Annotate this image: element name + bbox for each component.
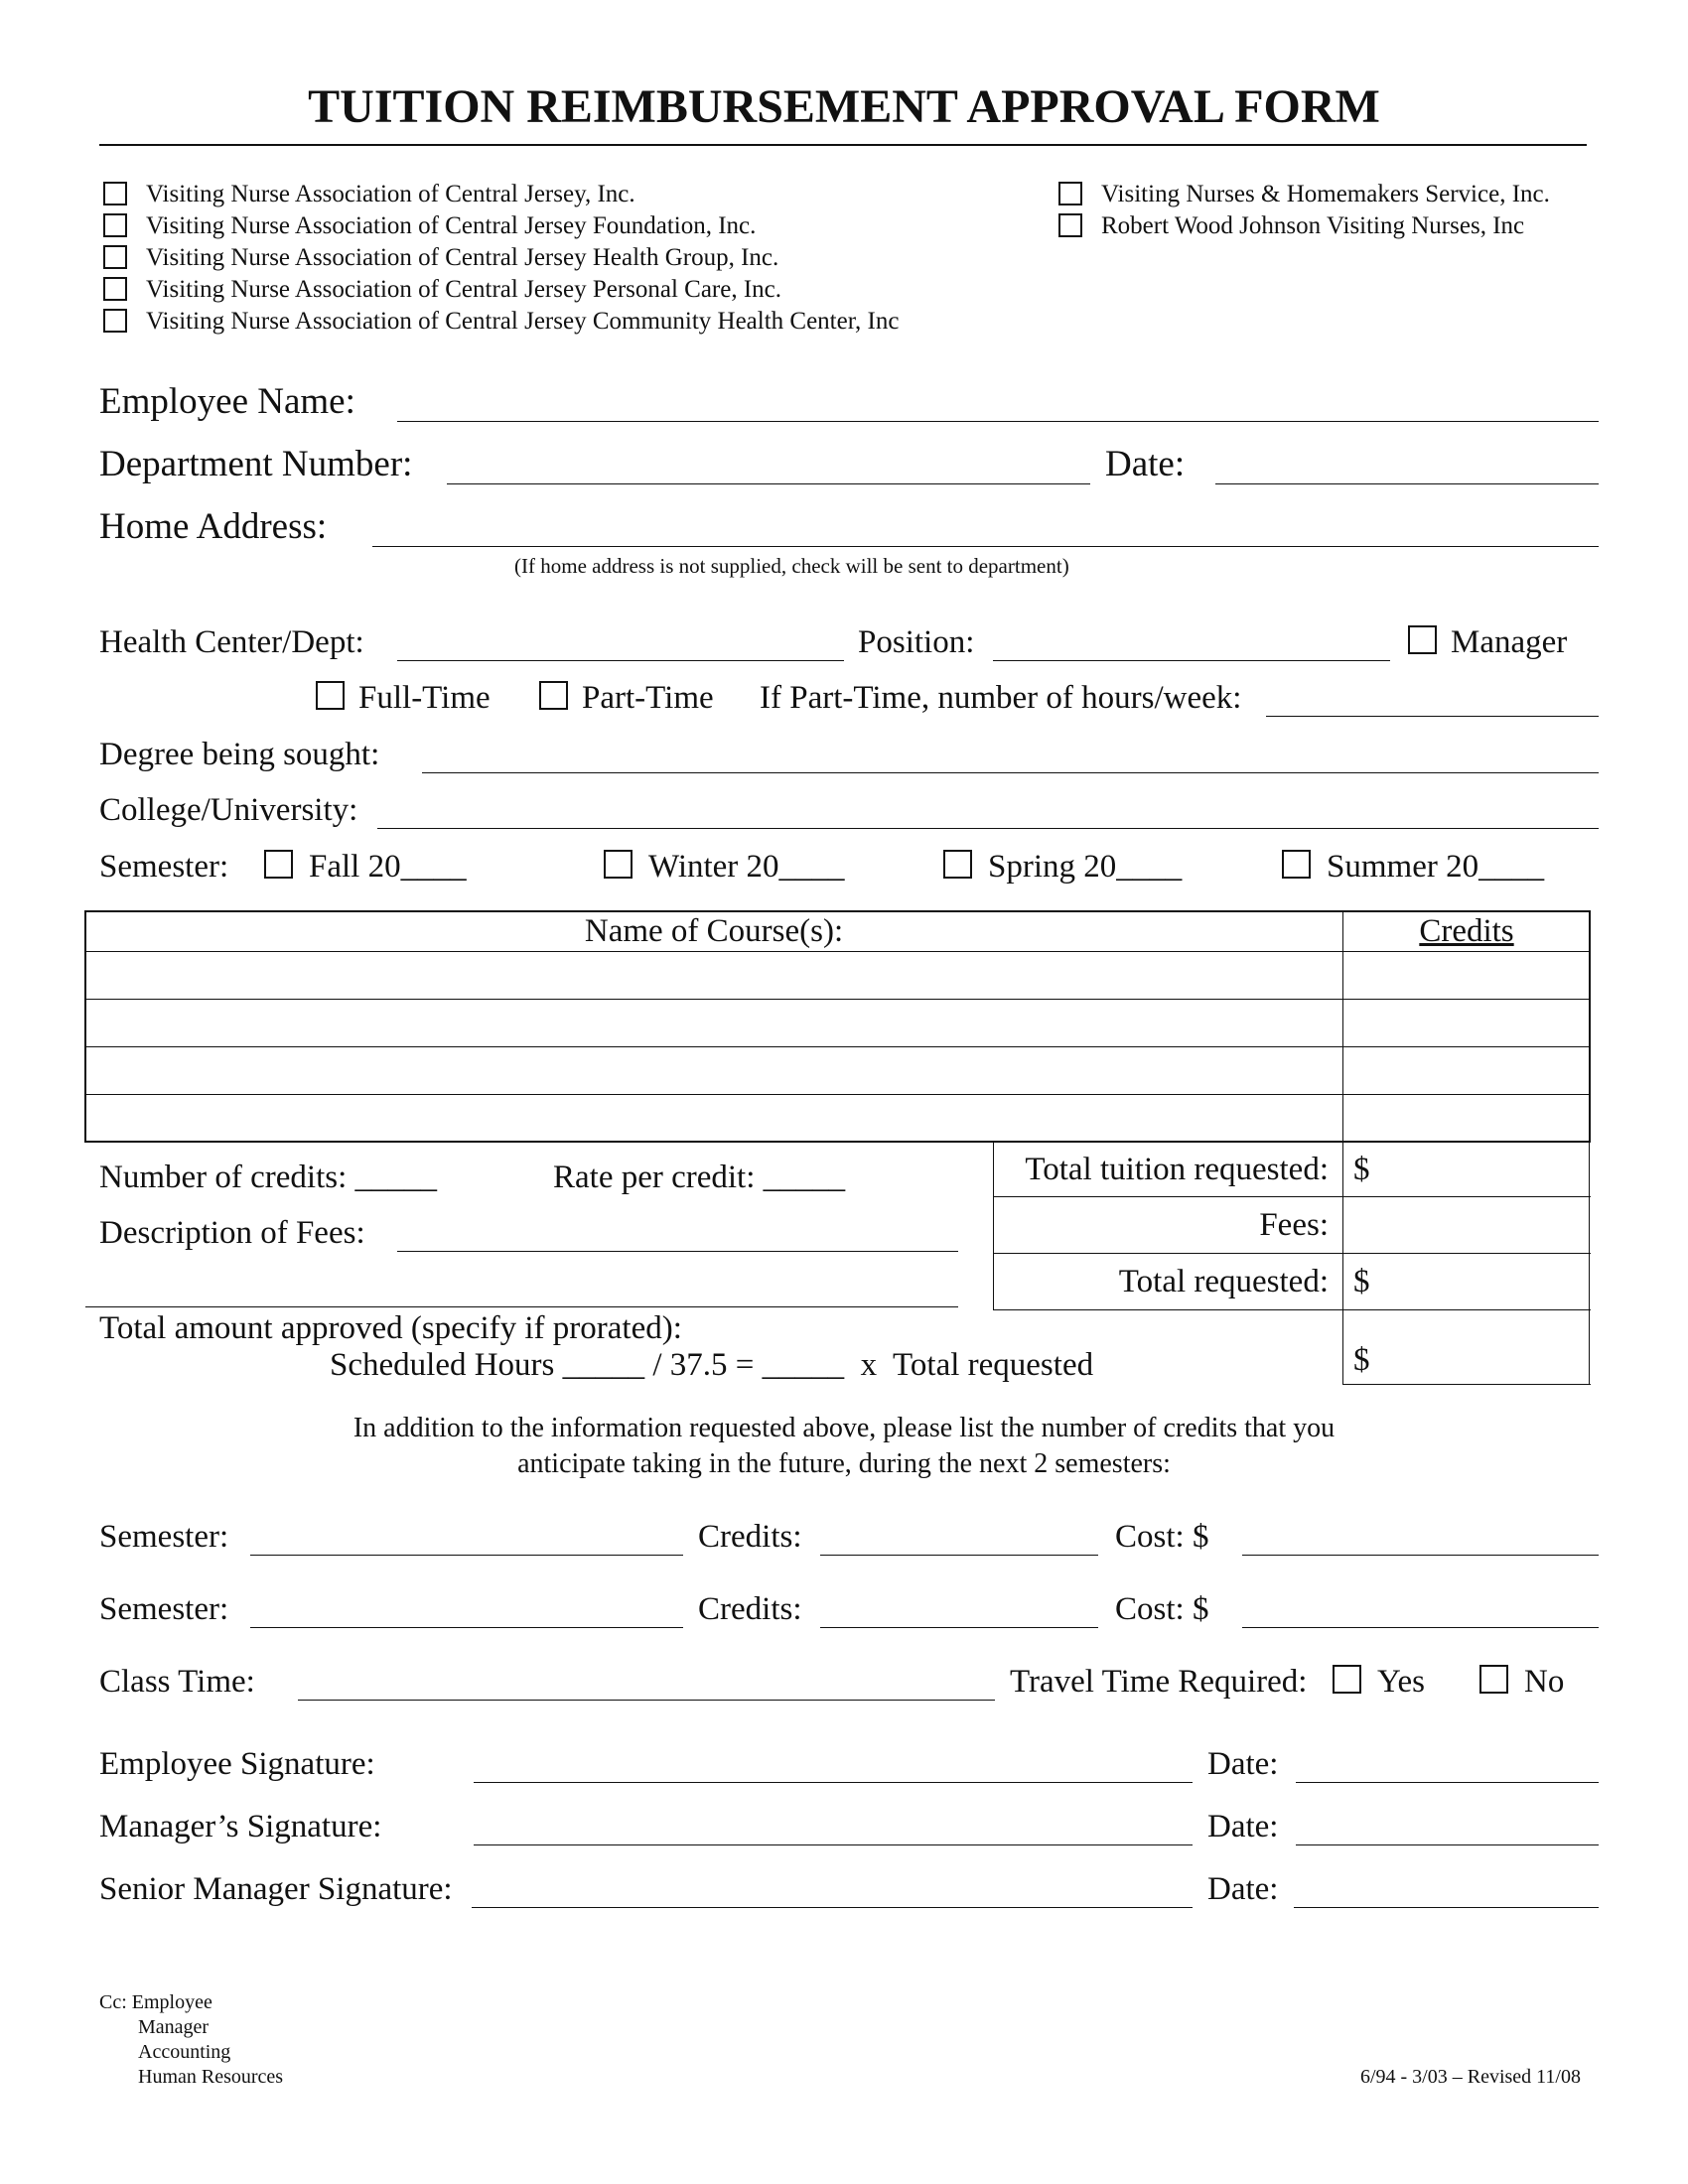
scheduled-hours-text: Scheduled Hours _____ / 37.5 = _____ x Total requested xyxy=(330,1347,1094,1383)
employee-signature-line xyxy=(474,1782,1193,1783)
future-credits-line-2 xyxy=(820,1627,1098,1628)
fall-checkbox[interactable] xyxy=(264,850,293,879)
travel-no-label: No xyxy=(1524,1664,1565,1700)
revision-text: 6/94 - 3/03 – Revised 11/08 xyxy=(1359,2066,1581,2088)
approved-box-bottom xyxy=(1342,1384,1591,1385)
manager-signature-field[interactable] xyxy=(474,1807,1193,1844)
degree-field[interactable] xyxy=(422,735,1599,772)
description-of-fees-line xyxy=(397,1251,958,1252)
department-number-line xyxy=(447,483,1090,484)
employee-signature-label: Employee Signature: xyxy=(99,1746,375,1782)
future-cost-line-1 xyxy=(1242,1555,1599,1556)
manager-signature-date-label: Date: xyxy=(1207,1809,1279,1844)
org-checkbox-2[interactable] xyxy=(103,213,127,237)
future-credits-label-1: Credits: xyxy=(698,1519,802,1555)
winter-label: Winter 20____ xyxy=(648,849,845,885)
org-checkbox-5[interactable] xyxy=(103,309,127,333)
future-semester-field-2[interactable] xyxy=(250,1589,683,1627)
org-checkbox-6[interactable] xyxy=(1058,182,1082,205)
total-requested-dollar: $ xyxy=(1353,1264,1370,1299)
college-label: College/University: xyxy=(99,792,358,828)
department-number-label: Department Number: xyxy=(99,444,413,484)
course-name-field-4[interactable] xyxy=(87,1097,1338,1139)
totals-box-right-border xyxy=(1589,1142,1590,1385)
class-time-field[interactable] xyxy=(298,1662,995,1700)
senior-manager-signature-field[interactable] xyxy=(472,1869,1193,1907)
total-tuition-field[interactable] xyxy=(1380,1152,1584,1191)
travel-time-label: Travel Time Required: xyxy=(1010,1664,1308,1700)
senior-manager-signature-date-line xyxy=(1294,1907,1599,1908)
rate-per-credit-label: Rate per credit: _____ xyxy=(553,1160,846,1195)
health-center-label: Health Center/Dept: xyxy=(99,624,364,660)
org-label-5: Visiting Nurse Association of Central Jersey Community Health Center, Inc xyxy=(146,308,900,335)
courses-header: Name of Course(s): xyxy=(584,913,844,949)
home-address-label: Home Address: xyxy=(99,506,328,547)
senior-manager-signature-date-label: Date: xyxy=(1207,1871,1279,1907)
description-of-fees-line-2 xyxy=(85,1306,958,1307)
org-label-3: Visiting Nurse Association of Central Jersey Health Group, Inc. xyxy=(146,244,779,271)
college-field[interactable] xyxy=(377,790,1599,828)
future-semester-label-2: Semester: xyxy=(99,1591,229,1627)
future-semester-label-1: Semester: xyxy=(99,1519,229,1555)
title-rule xyxy=(99,144,1587,146)
date-field[interactable] xyxy=(1215,443,1599,482)
full-time-label: Full-Time xyxy=(358,680,491,716)
summer-checkbox[interactable] xyxy=(1282,850,1311,879)
future-note-line-1: In addition to the information requested above, please list the number of credits that you xyxy=(352,1413,1336,1443)
winter-checkbox[interactable] xyxy=(604,850,633,879)
org-label-6: Visiting Nurses & Homemakers Service, Inc. xyxy=(1101,181,1550,207)
form-title: TUITION REIMBURSEMENT APPROVAL FORM xyxy=(308,80,1380,133)
future-credits-field-1[interactable] xyxy=(820,1517,1098,1555)
degree-line xyxy=(422,772,1599,773)
course-credits-field-1[interactable] xyxy=(1346,954,1587,996)
future-credits-label-2: Credits: xyxy=(698,1591,802,1627)
date-line xyxy=(1215,483,1599,484)
future-cost-field-2[interactable] xyxy=(1242,1589,1599,1627)
senior-manager-signature-date-field[interactable] xyxy=(1294,1869,1599,1907)
travel-yes-checkbox[interactable] xyxy=(1333,1665,1361,1694)
date-label: Date: xyxy=(1105,444,1186,484)
future-credits-field-2[interactable] xyxy=(820,1589,1098,1627)
manager-signature-label: Manager’s Signature: xyxy=(99,1809,382,1844)
semester-label: Semester: xyxy=(99,849,229,885)
table-row-divider xyxy=(84,1094,1591,1095)
manager-signature-date-line xyxy=(1296,1844,1599,1845)
future-credits-line-1 xyxy=(820,1555,1098,1556)
description-of-fees-label: Description of Fees: xyxy=(99,1215,365,1251)
part-time-checkbox[interactable] xyxy=(539,681,568,710)
future-cost-field-1[interactable] xyxy=(1242,1517,1599,1555)
college-line xyxy=(377,828,1599,829)
total-requested-field[interactable] xyxy=(1380,1264,1584,1303)
part-time-label: Part-Time xyxy=(582,680,714,716)
description-of-fees-field-2[interactable] xyxy=(85,1271,958,1306)
employee-name-line xyxy=(397,421,1599,422)
health-center-line xyxy=(397,660,844,661)
course-credits-field-4[interactable] xyxy=(1346,1097,1587,1139)
number-of-credits-label: Number of credits: _____ xyxy=(99,1160,438,1195)
travel-no-checkbox[interactable] xyxy=(1479,1665,1508,1694)
org-label-1: Visiting Nurse Association of Central Jersey, Inc. xyxy=(146,181,635,207)
health-center-field[interactable] xyxy=(397,622,844,660)
total-approved-dollar: $ xyxy=(1353,1342,1370,1378)
position-label: Position: xyxy=(858,624,975,660)
degree-label: Degree being sought: xyxy=(99,737,380,772)
class-time-line xyxy=(298,1700,995,1701)
employee-signature-date-label: Date: xyxy=(1207,1746,1279,1782)
position-field[interactable] xyxy=(993,622,1390,660)
totals-box-divider xyxy=(1342,1142,1343,1385)
org-label-4: Visiting Nurse Association of Central Jersey Personal Care, Inc. xyxy=(146,276,782,303)
org-checkbox-4[interactable] xyxy=(103,277,127,301)
future-cost-line-2 xyxy=(1242,1627,1599,1628)
spring-label: Spring 20____ xyxy=(988,849,1183,885)
course-name-field-1[interactable] xyxy=(87,954,1338,996)
course-name-field-2[interactable] xyxy=(87,1002,1338,1043)
course-name-field-3[interactable] xyxy=(87,1049,1338,1091)
position-line xyxy=(993,660,1390,661)
employee-signature-date-field[interactable] xyxy=(1296,1744,1599,1782)
fall-label: Fall 20____ xyxy=(309,849,467,885)
table-row-divider xyxy=(84,951,1591,952)
org-checkbox-7[interactable] xyxy=(1058,213,1082,237)
future-cost-label-1: Cost: $ xyxy=(1115,1519,1209,1555)
travel-yes-label: Yes xyxy=(1377,1664,1426,1700)
employee-signature-field[interactable] xyxy=(474,1744,1193,1782)
total-tuition-label: Total tuition requested: xyxy=(1025,1152,1329,1187)
totals-box-line xyxy=(993,1253,1591,1254)
manager-label: Manager xyxy=(1451,624,1568,660)
total-requested-label: Total requested: xyxy=(1118,1264,1329,1299)
hours-per-week-line xyxy=(1266,716,1599,717)
course-credits-field-2[interactable] xyxy=(1346,1002,1587,1043)
cc-line-2: Manager xyxy=(138,2016,210,2038)
department-number-field[interactable] xyxy=(447,443,1090,482)
totals-box-line xyxy=(993,1309,1591,1310)
totals-box-line xyxy=(993,1196,1591,1197)
cc-line-1: Cc: Employee xyxy=(99,1991,212,2013)
hours-per-week-label: If Part-Time, number of hours/week: xyxy=(760,680,1242,716)
manager-signature-date-field[interactable] xyxy=(1296,1807,1599,1844)
table-row-divider xyxy=(84,999,1591,1000)
hours-per-week-field[interactable] xyxy=(1266,678,1599,716)
future-cost-label-2: Cost: $ xyxy=(1115,1591,1209,1627)
table-row-divider xyxy=(84,1046,1591,1047)
totals-box-left-border xyxy=(993,1142,994,1310)
total-approved-field[interactable] xyxy=(1380,1340,1584,1380)
fees-field[interactable] xyxy=(1350,1206,1584,1246)
manager-checkbox[interactable] xyxy=(1408,625,1437,654)
cc-line-4: Human Resources xyxy=(138,2066,284,2088)
cc-line-3: Accounting xyxy=(138,2041,231,2063)
org-checkbox-3[interactable] xyxy=(103,245,127,269)
senior-manager-signature-label: Senior Manager Signature: xyxy=(99,1871,453,1907)
spring-checkbox[interactable] xyxy=(943,850,972,879)
home-address-line xyxy=(372,546,1599,547)
class-time-label: Class Time: xyxy=(99,1664,255,1700)
course-credits-field-3[interactable] xyxy=(1346,1049,1587,1091)
future-note-line-2: anticipate taking in the future, during the next 2 semesters: xyxy=(517,1448,1171,1479)
fees-label: Fees: xyxy=(1259,1207,1329,1243)
future-semester-field-1[interactable] xyxy=(250,1517,683,1555)
org-label-2: Visiting Nurse Association of Central Jersey Foundation, Inc. xyxy=(146,212,757,239)
manager-signature-line xyxy=(474,1844,1193,1845)
home-address-note: (If home address is not supplied, check will be sent to department) xyxy=(514,554,1069,578)
home-address-field[interactable] xyxy=(372,505,1599,545)
total-approved-label: Total amount approved (specify if prorated): xyxy=(99,1310,682,1346)
employee-signature-date-line xyxy=(1296,1782,1599,1783)
org-label-7: Robert Wood Johnson Visiting Nurses, Inc xyxy=(1101,212,1525,239)
description-of-fees-field[interactable] xyxy=(397,1213,958,1251)
summer-label: Summer 20____ xyxy=(1327,849,1545,885)
credits-header: Credits xyxy=(1419,913,1514,949)
total-tuition-dollar: $ xyxy=(1353,1152,1370,1187)
senior-manager-signature-line xyxy=(472,1907,1193,1908)
employee-name-field[interactable] xyxy=(397,380,1599,420)
employee-name-label: Employee Name: xyxy=(99,381,355,422)
full-time-checkbox[interactable] xyxy=(316,681,345,710)
org-checkbox-1[interactable] xyxy=(103,182,127,205)
future-semester-line-2 xyxy=(250,1627,683,1628)
future-semester-line-1 xyxy=(250,1555,683,1556)
